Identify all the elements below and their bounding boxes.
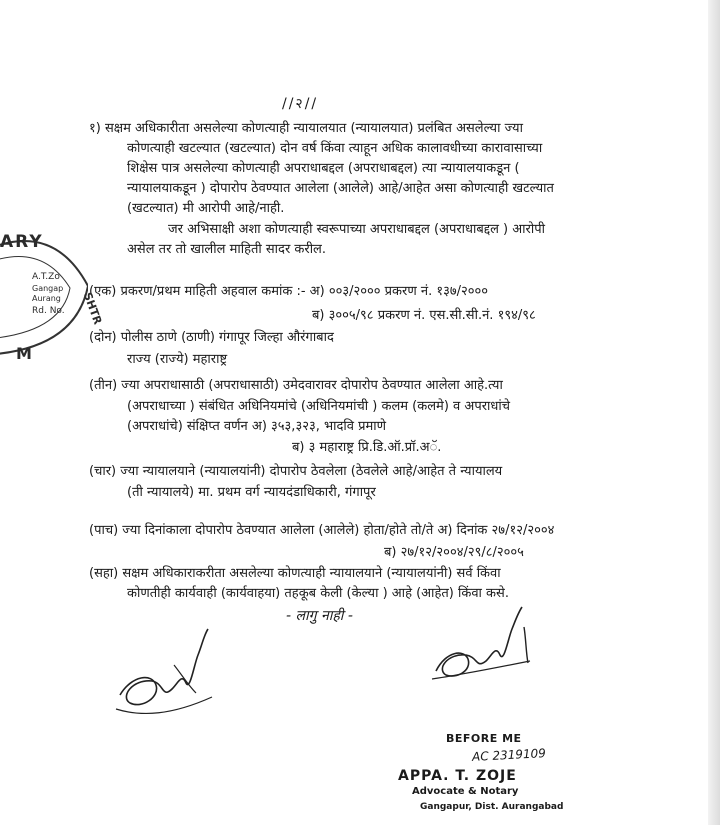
notary-stamp-left	[0, 232, 105, 363]
text-line: शिक्षेस पात्र असलेल्या कोणत्याही अपराधाबद्दल (अपराधाबद्दल) त्या न्यायालयाकडून (	[127, 161, 520, 176]
text-line: (खटल्यात) मी आरोपी आहे/नाही.	[127, 201, 285, 216]
before-me-label: BEFORE ME	[446, 732, 522, 745]
page-edge-shadow	[708, 0, 720, 825]
text-line: ब) ३ महाराष्ट्र प्रि.डि.ऑ.प्रॉ.अॅ.	[292, 440, 442, 455]
text-line: जर अभिसाक्षी अशा कोणत्याही स्वरूपाच्या अपराधाबद्दल (अपराधाबद्दल ) आरोपी	[168, 222, 545, 237]
text-line: राज्य (राज्ये) महाराष्ट्र	[127, 352, 228, 367]
text-line: (एक) प्रकरण/प्रथम माहिती अहवाल कमांक :- अ) ००३/२००० प्रकरण नं. १३७/२०००	[89, 284, 489, 299]
signature-left	[112, 625, 222, 725]
signature-right	[430, 605, 540, 685]
text-line: (चार) ज्या न्यायालयाने (न्यायालयांनी) दोपारोप ठेवलेला (ठेवलेले आहे/आहेत ते न्यायालय	[89, 464, 503, 479]
page-number: //२//	[282, 96, 319, 112]
text-line: (अपराधाच्या ) संबंधित अधिनियमांचे (अधिनियमांची ) कलम (कलमे) व अपराधांचे	[127, 399, 511, 414]
text-line: न्यायालयाकडून ) दोपारोप ठेवण्यात आलेला (आलेले) आहे/आहेत असा कोणत्याही खटल्यात	[127, 181, 554, 196]
text-line: (अपराधांचे) संक्षिप्त वर्णन अ) ३५३,३२३, भादवि प्रमाणे	[127, 419, 387, 434]
text-line: ब) २७/१२/२००४/२९/८/२००५	[384, 545, 524, 560]
advocate-name: APPA. T. ZOJE	[398, 768, 517, 784]
stamp-text: Aurang	[32, 294, 61, 303]
text-line: (ती न्यायालये) मा. प्रथम वर्ग न्यायदंडाधिकारी, गंगापूर	[127, 485, 376, 500]
not-applicable-note: - लागु नाही -	[286, 608, 353, 624]
stamp-text: SHTR	[80, 290, 105, 327]
text-line: ब) ३००५/९८ प्रकरण नं. एस.सी.सी.नं. १९४/९८	[312, 308, 536, 323]
advocate-place: Gangapur, Dist. Aurangabad	[420, 802, 564, 812]
advocate-title: Advocate & Notary	[412, 786, 519, 797]
stamp-text: Rd. No.	[32, 306, 65, 316]
text-line: कोणतीही कार्यवाही (कार्यवाहया) तहकूब केली (केल्या ) आहे (आहेत) किंवा कसे.	[127, 586, 509, 601]
text-line: कोणत्याही खटल्यात (खटल्यात) दोन वर्ष किंवा त्याहून अधिक कालावधीच्या कारावासाच्या	[127, 141, 543, 156]
text-line: १) सक्षम अधिकारीता असलेल्या कोणत्याही न्यायालयात (न्यायालयात) प्रलंबित असलेल्या ज्या	[89, 121, 523, 136]
registration-number: AC 2319109	[471, 746, 547, 764]
stamp-text: A.T.Zo	[32, 272, 60, 282]
text-line: असेल तर तो खालील माहिती सादर करील.	[127, 242, 327, 257]
stamp-text: M	[16, 344, 32, 363]
stamp-text: Gangap	[32, 284, 64, 293]
stamp-text: ARY	[0, 232, 44, 252]
text-line: (पाच) ज्या दिनांकाला दोपारोप ठेवण्यात आलेला (आलेले) होता/होते तो/ते अ) दिनांक २७/१२/२००४	[89, 523, 555, 538]
text-line: (दोन) पोलीस ठाणे (ठाणी) गंगापूर जिल्हा औरंगाबाद	[89, 330, 334, 345]
text-line: (तीन) ज्या अपराधासाठी (अपराधासाठी) उमेदवारावर दोपारोप ठेवण्यात आलेला आहे.त्या	[89, 378, 503, 393]
text-line: (सहा) सक्षम अधिकाराकरीता असलेल्या कोणत्याही न्यायालयाने (न्यायालयांनी) सर्व किंवा	[89, 566, 501, 581]
